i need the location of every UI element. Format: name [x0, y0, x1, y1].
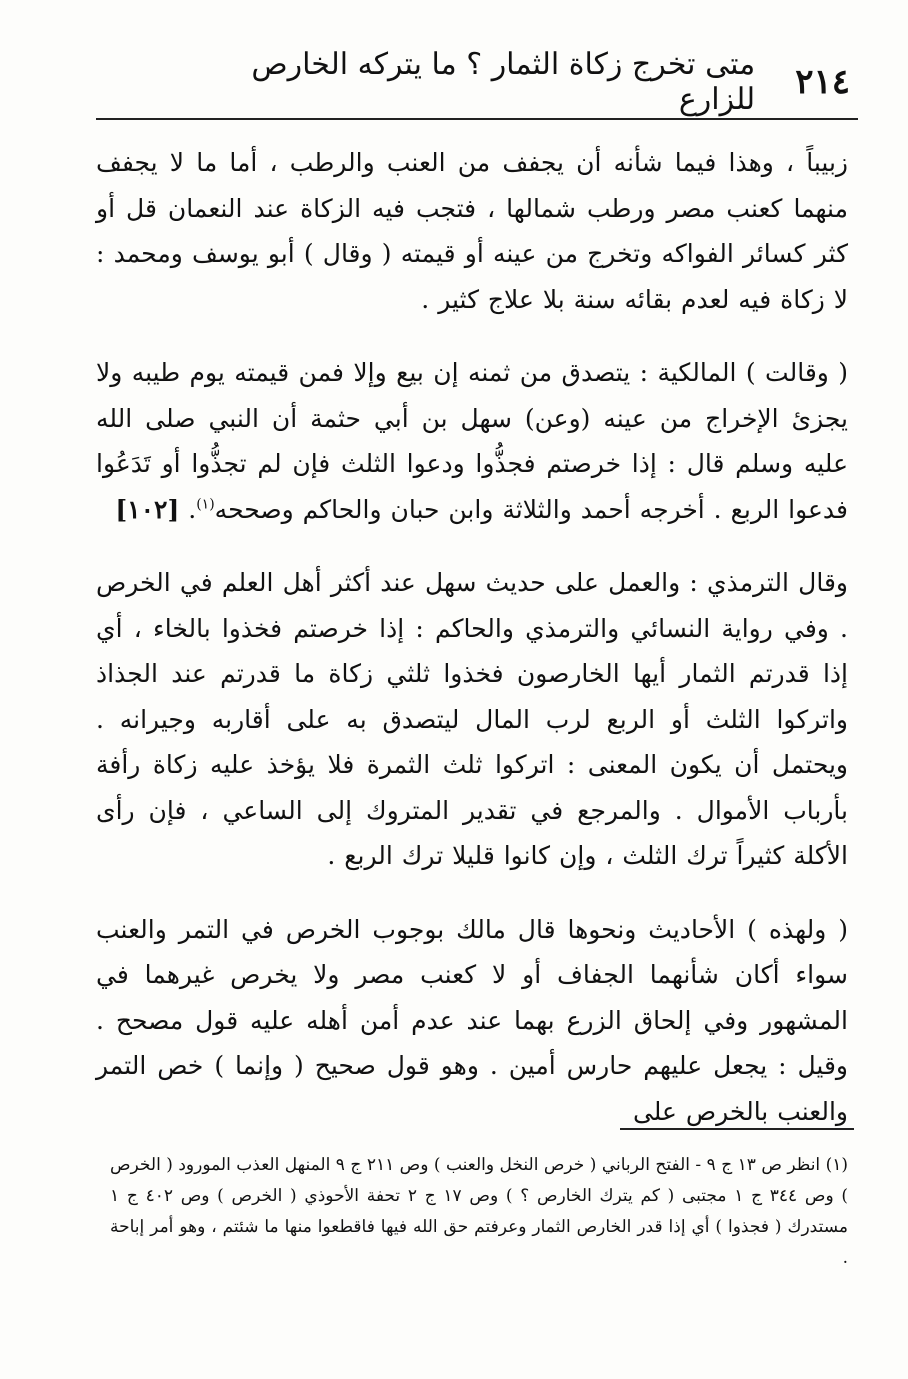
footnote-marker: (١) [196, 496, 215, 513]
header-rule [96, 118, 858, 120]
page-header [210, 47, 850, 117]
paragraph-2-text: ( وقالت ) المالكية : يتصدق من ثمنه إن بيع وإلا فمن قيمته يوم طيبه ولا يجزئ الإخراج من عينه (وعن) سهل بن أبي حثمة أن النبي صلى الله عليه وسلم قال : إذا خرصتم فجذُّوا ودعوا الثلث فإن لم تجذُّوا أو تَدَعُوا فدعوا الربع . أخرجه أحمد والثلاثة وابن حبان والحاكم وصححه [96, 358, 848, 524]
paragraph-4: ( ولهذه ) الأحاديث ونحوها قال مالك بوجوب الخرص في التمر والعنب سواء أكان شأنهما الجفاف أو لا كعنب مصر ولا يخرص غيرهما في المشهور وفي إلحاق الزرع بهما عند عدم أمن أهله عليه قول مصحح . وقيل : يجعل عليهم حارس أمين . وهو قول صحيح ( وإنما ) خص التمر والعنب بالخرص على [96, 914, 848, 1126]
hadith-reference-number: [١٠٢] [115, 494, 180, 524]
footnote-1: (١) انظر ص ١٣ ج ٩ - الفتح الرباني ( خرص النخل والعنب ) وص ٢١١ ج ٩ المنهل العذب المورود ( الخرص ) وص ٣٤٤ ج ١ مجتبى ( كم يترك الخارص ؟ ) وص ١٧ ج ٢ تحفة الأحوذي ( الخرص ) وص ٤٠٢ ج ١ مستدرك ( فجذوا ) أي إذا قدر الخارص الثمار وعرفتم حق الله فيها فاقطعوا منها ما شئتم ، وهو أمر إباحة . [110, 1155, 849, 1268]
main-text [96, 140, 848, 1162]
paragraph-2 [96, 350, 848, 532]
paragraph-2-period: . [188, 494, 197, 524]
page-number: ٢١٤ [795, 62, 850, 102]
paragraph-3: وقال الترمذي : والعمل على حديث سهل عند أكثر أهل العلم في الخرص . وفي رواية النسائي والترمذي والحاكم : إذا خرصتم فخذوا بالخاء ، أي إذا قدرتم الثمار أيها الخارصون فخذوا ثلثي زكاة ما قدرتم عند الجذاذ واتركوا الثلث أو الربع لرب المال ليتصدق به على أقاربه وجيرانه . ويحتمل أن يكون المعنى : اتركوا ثلث الثمرة فلا يؤخذ عليه زكاة رأفة بأرباب الأموال . والمرجع في تقدير المتروك إلى الساعي ، فإن رأى الأكلة كثيراً ترك الثلث ، وإن كانوا قليلا ترك الربع . [96, 568, 849, 870]
paragraph-1: زبيباً ، وهذا فيما شأنه أن يجفف من العنب والرطب ، أما ما لا يجفف منهما كعنب مصر ورطب شمالها ، فتجب فيه الزكاة عند النعمان قل أو كثر كسائر الفواكه وتخرج من عينه أو قيمته ( وقال ) أبو يوسف ومحمد : لا زكاة فيه لعدم بقائه سنة بلا علاج كثير . [96, 148, 848, 314]
running-title: متى تخرج زكاة الثمار ؟ ما يتركه الخارص للزارع [251, 47, 756, 117]
footnotes [110, 1150, 848, 1274]
footnote-rule [620, 1128, 854, 1130]
